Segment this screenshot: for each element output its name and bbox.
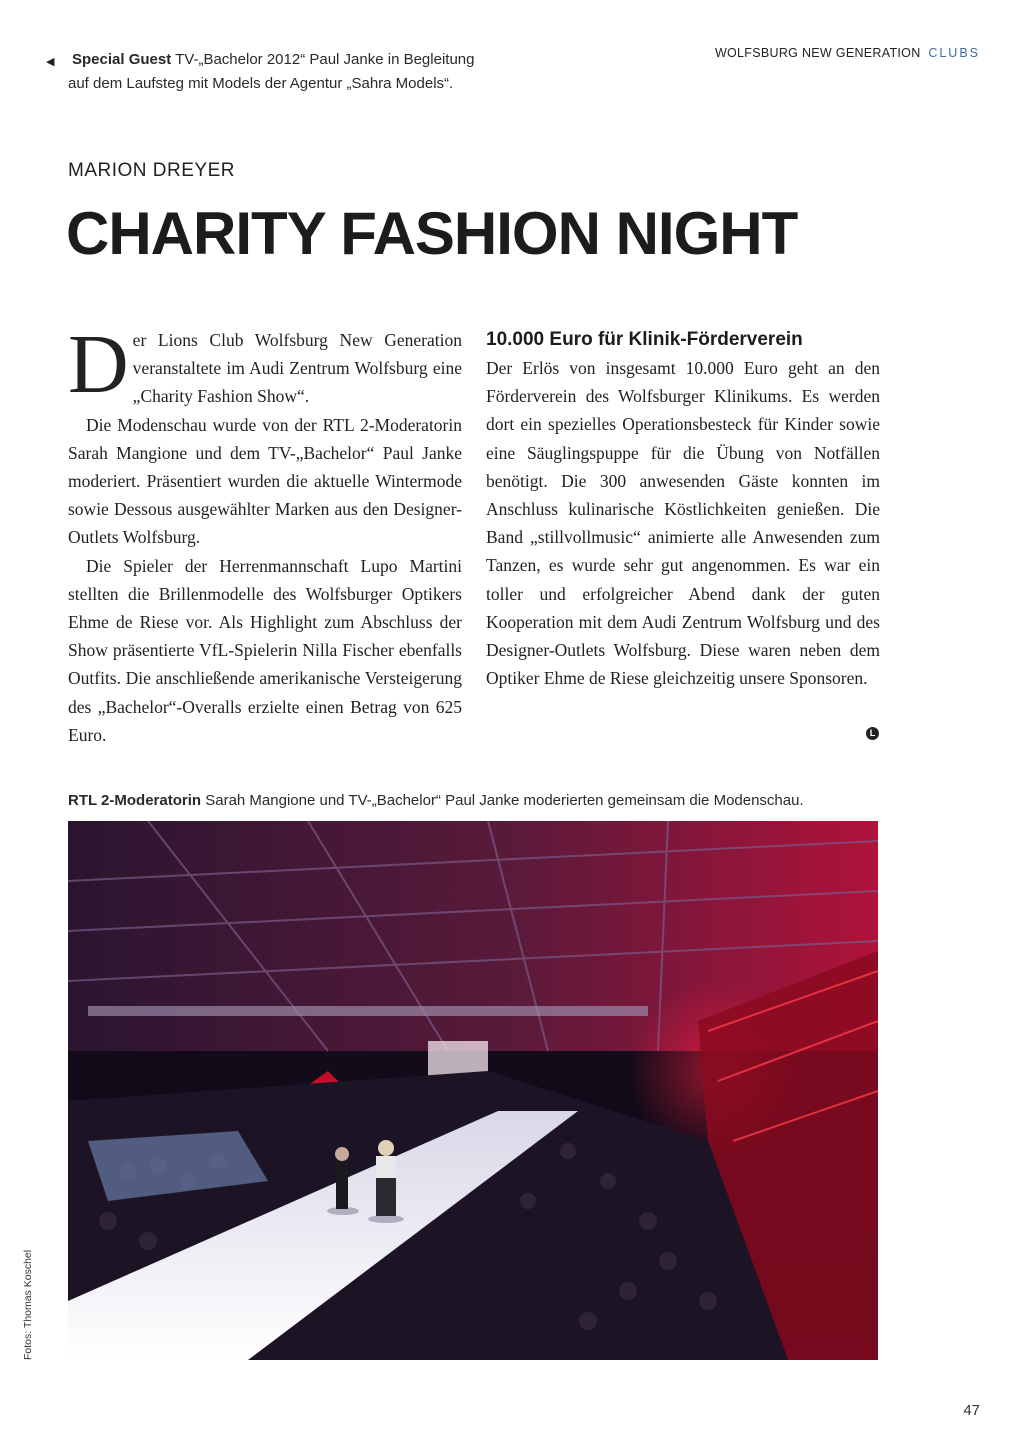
drop-cap: D — [68, 318, 129, 411]
article-column-left — [68, 318, 462, 749]
lions-end-mark-icon: L — [866, 727, 879, 740]
page-number: 47 — [963, 1402, 980, 1419]
page-title: CHARITY FASHION NIGHT — [66, 200, 798, 267]
lead-text: er Lions Club Wolfsburg New Generation veranstaltete im Audi Zentrum Wolfsburg eine „Charity Fashion Show“. — [132, 330, 462, 407]
top-photo-caption — [46, 48, 488, 96]
article-column-right — [486, 326, 880, 692]
article-paragraph: Die Spieler der Herrenmannschaft Lupo Martini stellten die Brillenmodelle des Wolfsburger Optikers Ehme de Riese vor. Als Highlight zum Abschluss der Show präsentierte VfL-Spielerin Nilla Fischer ebenfalls Outfits. Die anschließende amerikanische Versteigerung des „Bachelor“-Overalls erzielte einen Betrag von 625 Euro. — [68, 555, 462, 745]
running-head — [715, 46, 980, 60]
lead-paragraph — [68, 318, 462, 411]
photo-caption-text: Sarah Mangione und TV-„Bachelor“ Paul Janke moderierten gemeinsam die Modenschau. — [205, 792, 804, 809]
article-subheading: 10.000 Euro für Klinik-Förderverein — [486, 329, 803, 350]
photo-caption — [68, 792, 888, 809]
event-photo — [68, 821, 878, 1360]
photo-credit: Fotos: Thomas Koschel — [22, 1249, 34, 1360]
triangle-left-icon: ◀ — [46, 56, 55, 68]
photo-caption-bold: RTL 2-Moderatorin — [68, 792, 202, 809]
publication-name: WOLFSBURG NEW GENERATION — [714, 46, 921, 60]
top-caption-text: TV-„Bachelor 2012“ Paul Janke in Begleitung auf dem Laufsteg mit Models der Agentur „Sahra Models“. — [68, 51, 475, 92]
author-name: MARION DREYER — [68, 160, 235, 181]
article-paragraph: Die Modenschau wurde von der RTL 2-Moderatorin Sarah Mangione und dem TV-„Bachelor“ Paul Janke moderiert. Präsentiert wurden die aktuelle Wintermode sowie Dessous ausgewählter Marken aus den Designer-Outlets Wolfsburg. — [68, 414, 462, 548]
section-name: CLUBS — [928, 46, 980, 60]
top-caption-bold: Special Guest — [72, 51, 172, 68]
article-paragraph: Der Erlös von insgesamt 10.000 Euro geht an den Förderverein des Wolfsburger Klinikums. Es werden dort ein spezielles Operationsbesteck für Kinder sowie eine Säuglingspuppe für die Übung von Notfällen benötigt. Die 300 anwesenden Gäste konnten im Anschluss kulinarische Köstlichkeiten genießen. Die Band „stillvollmusic“ animierte alle Anwesenden zum Tanzen, es wurde sehr gut angenommen. Es war ein toller und erfolgreicher Abend dank der guten Kooperation mit dem Audi Zentrum Wolfsburg und des Designer-Outlets Wolfsburg. Diese waren neben dem Optiker Ehme de Riese gleichzeitig unsere Sponsoren. — [486, 358, 880, 689]
